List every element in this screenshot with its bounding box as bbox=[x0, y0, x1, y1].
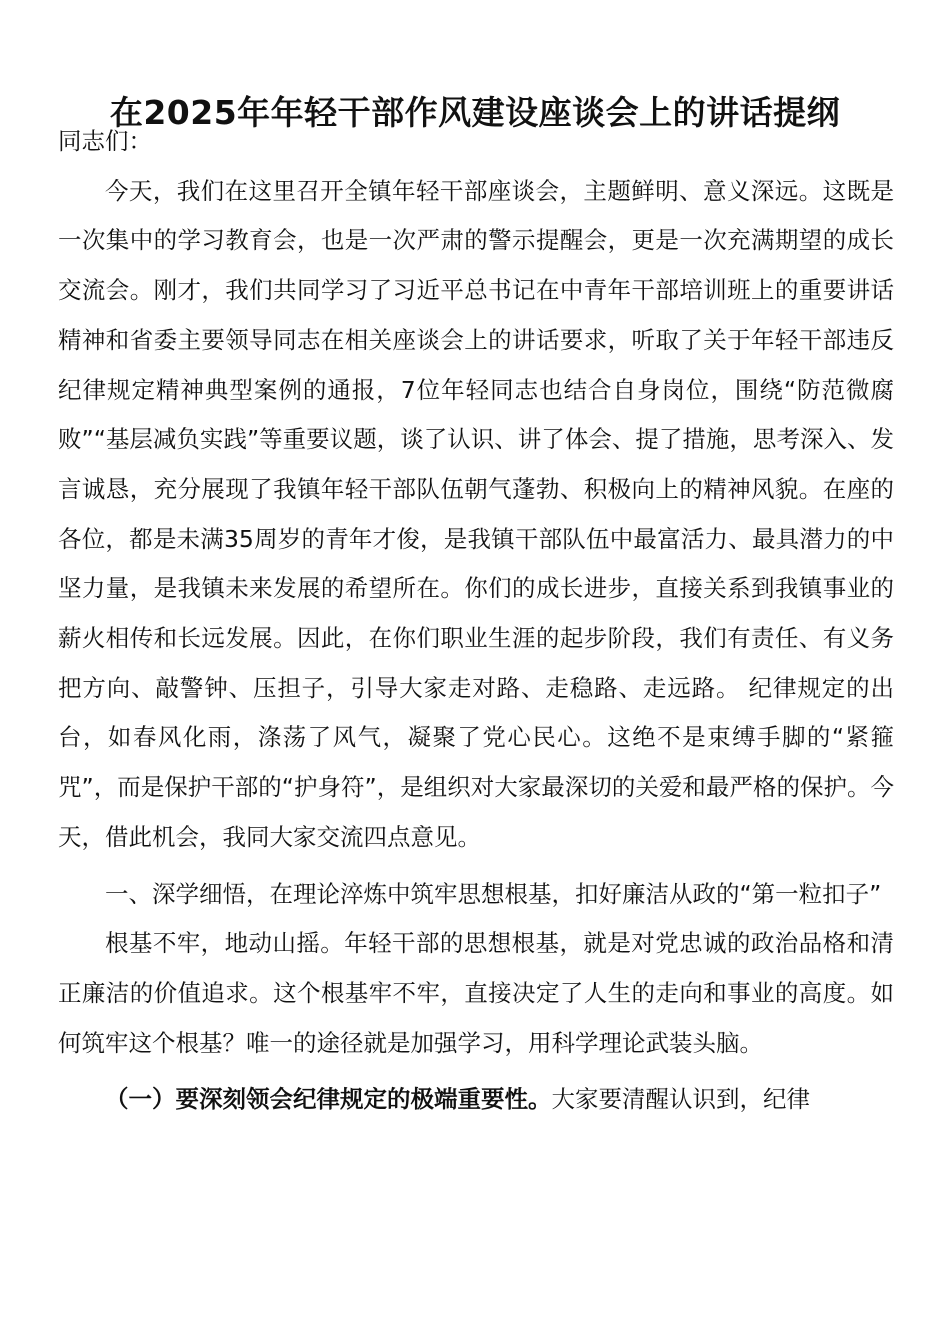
salutation: 同志们： bbox=[58, 127, 152, 155]
subsection-1-text: 大家要清醒认识到，纪律 bbox=[551, 1085, 810, 1114]
intro-paragraph: 今天，我们在这里召开全镇年轻干部座谈会，主题鲜明、意义深远。这既是一次集中的学习教育会，也是一次严肃的警示提醒会，更是一次充满期望的成长交流会。刚才，我们共同学习了习近平总书记在中青年干部培训班上的重要讲话精神和省委主要领导同志在相关座谈会上的讲话要求，听取了关于年轻干部违反纪律规定精神典型案例的通报，7位年轻同志也结合自身岗位，围绕“防范微腐败”“基层减负实践”等重要议题，谈了认识、讲了体会、提了措施，思考深入、发言诚恳，充分展现了我镇年轻干部队伍朝气蓬勃、积极向上的精神风貌。在座的各位，都是未满35周岁的青年才俊，是我镇干部队伍中最富活力、最具潜力的中坚力量，是我镇未来发展的希望所在。你们的成长进步，直接关系到我镇事业的薪火相传和长远发展。因此，在你们职业生涯的起步阶段，我们有责任、有义务把方向、敲警钟、压担子，引导大家走对路、走稳路、走远路。 纪律规定的出台，如春风化雨，涤荡了风气，凝聚了党心民心。这绝不是束缚手脚的“紧箍咒”，而是保护干部的“护身符”，是组织对大家最深切的关爱和最严格的保护。今天，借此机会，我同大家交流四点意见。 bbox=[58, 176, 894, 851]
document-title: 在2025年年轻干部作风建设座谈会上的讲话提纲 bbox=[109, 93, 841, 133]
section-1-paragraph: 根基不牢，地动山摇。年轻干部的思想根基，就是对党忠诚的政治品格和清正廉洁的价值追求。这个根基牢不牢，直接决定了人生的走向和事业的高度。如何筑牢这个根基？唯一的途径就是加强学习，用科学理论武装头脑。 bbox=[58, 929, 894, 1057]
section-1-heading: 一、深学细悟，在理论淬炼中筑牢思想根基，扣好廉洁从政的“第一粒扣子” bbox=[105, 879, 882, 908]
subsection-1-heading: （一）要深刻领会纪律规定的极端重要性。 bbox=[105, 1085, 552, 1114]
document-body bbox=[58, 117, 894, 1125]
subsection-1-paragraph bbox=[58, 1075, 894, 1125]
